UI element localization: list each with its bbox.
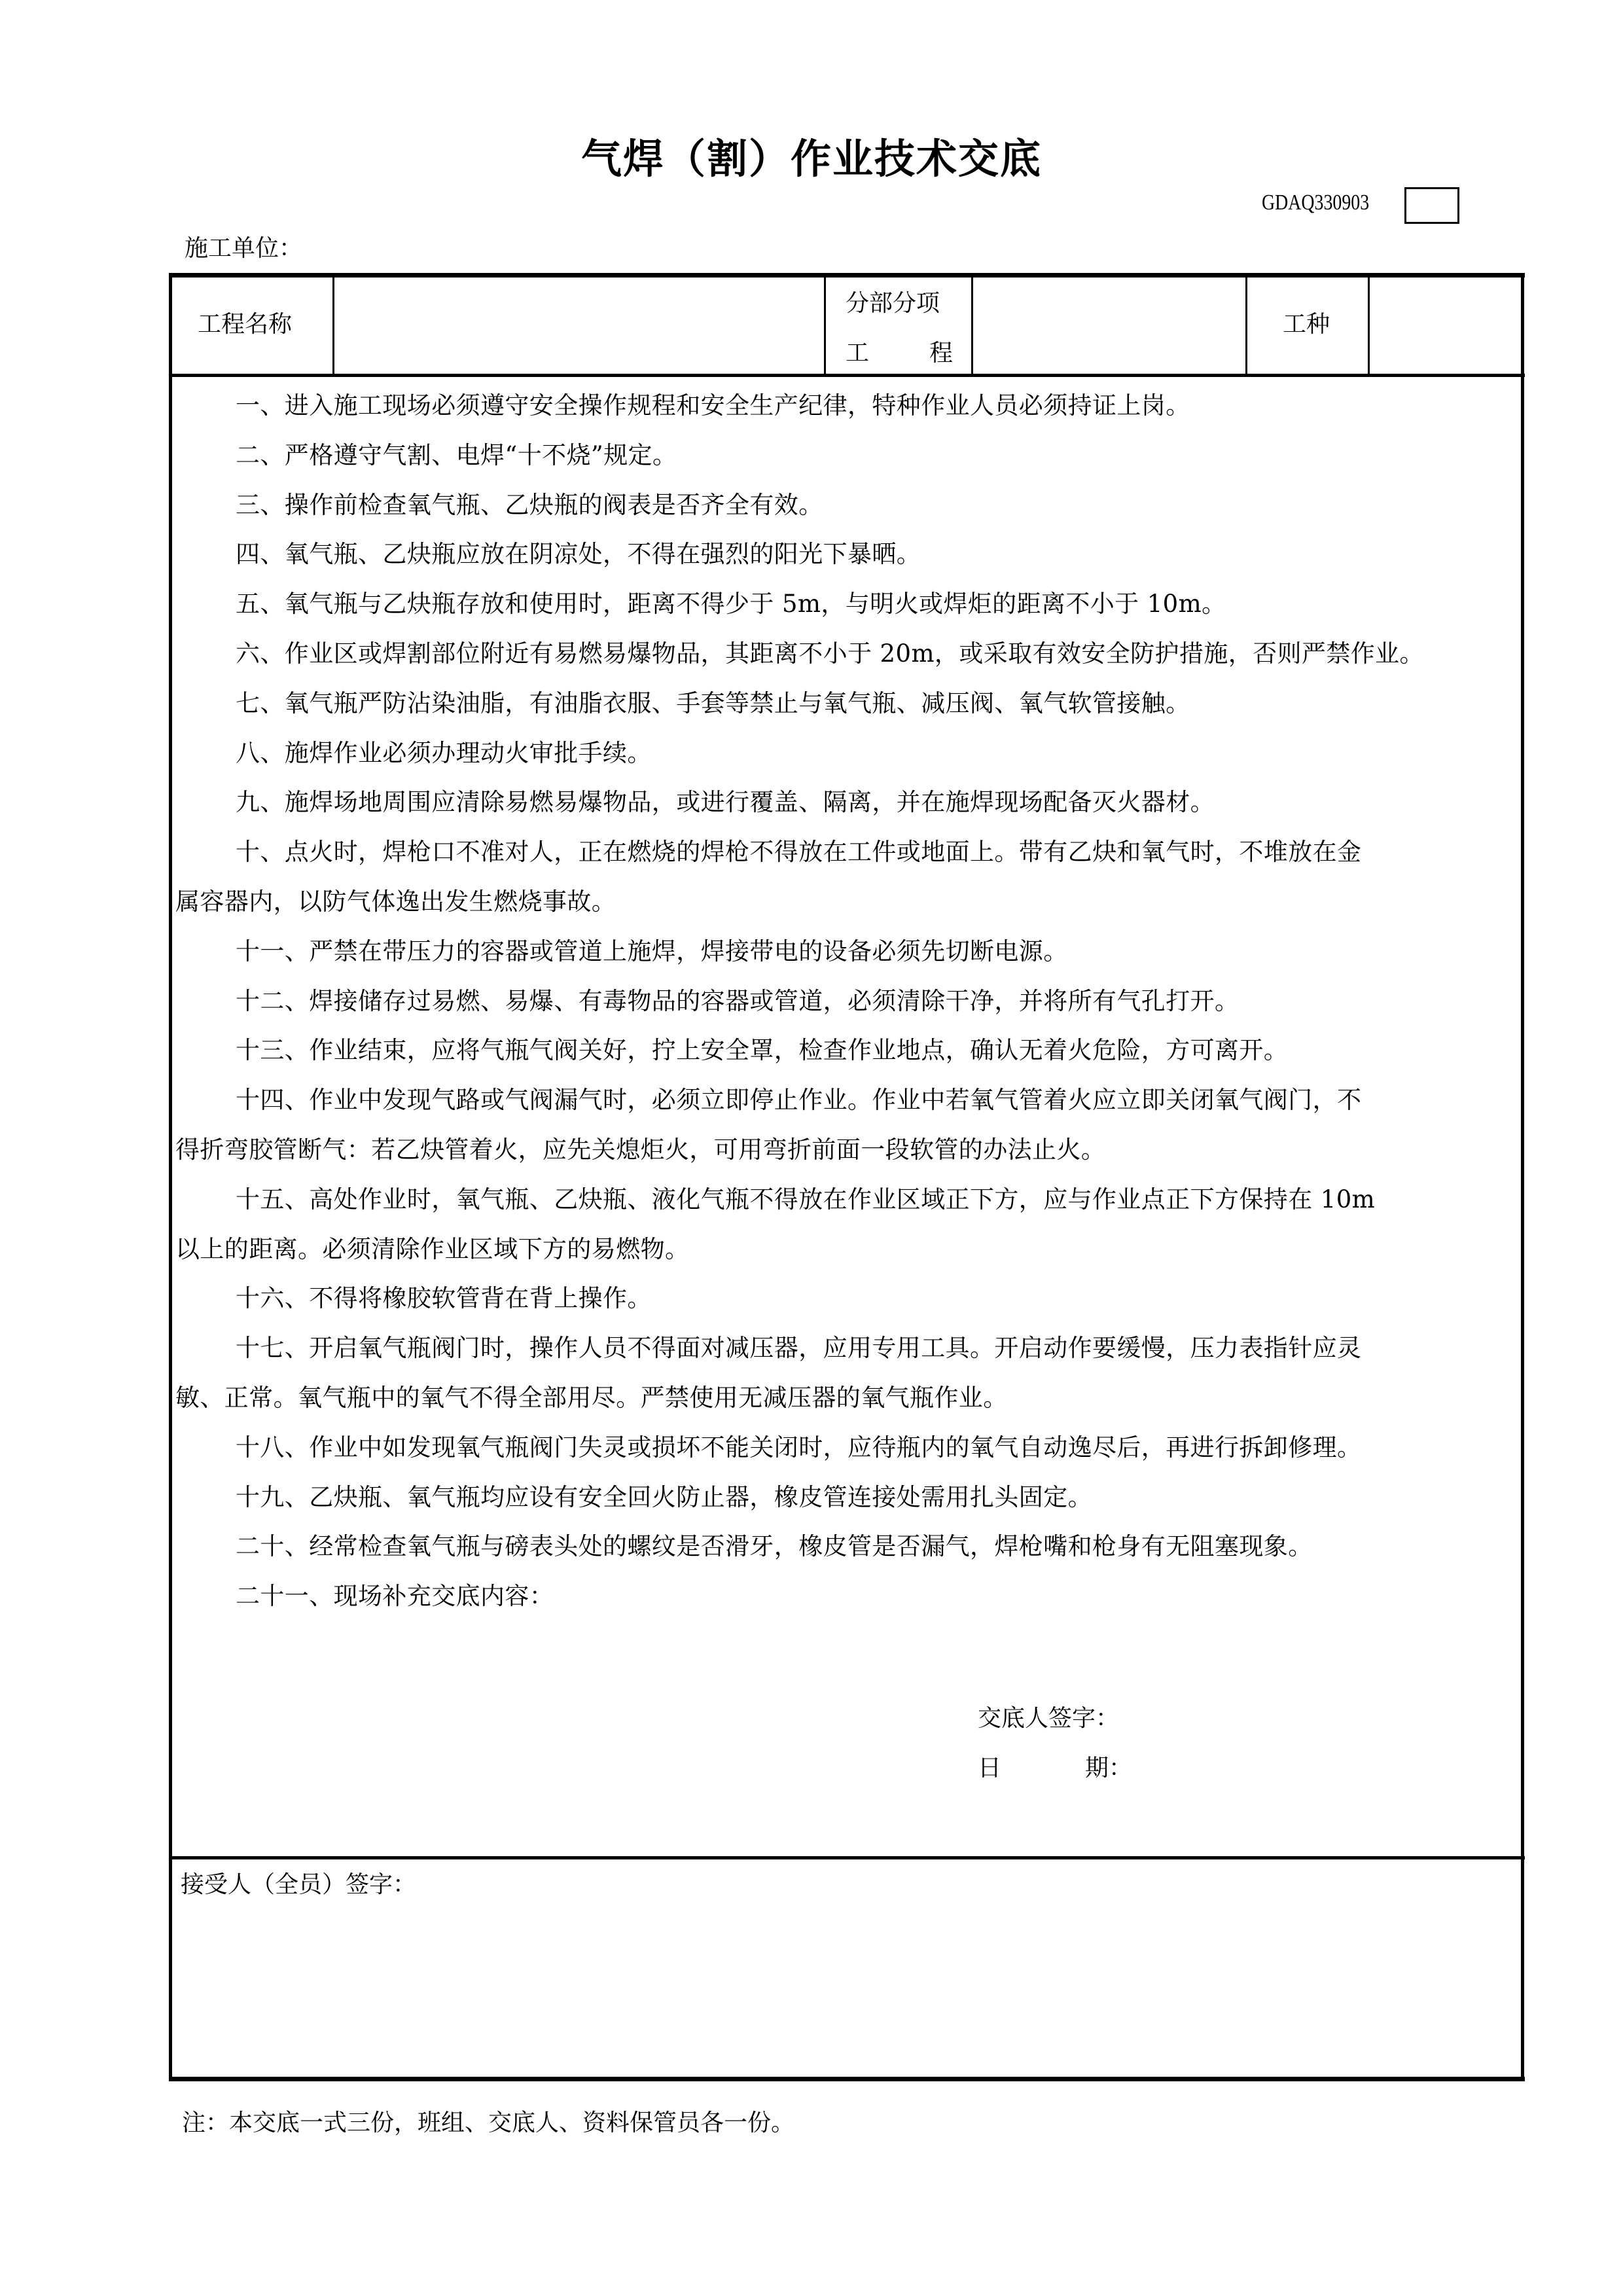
form-code-suffix-box[interactable] bbox=[1404, 187, 1459, 224]
project-name-field[interactable] bbox=[335, 278, 823, 373]
receiver-signature-field[interactable] bbox=[177, 1905, 1518, 2072]
disclosure-item-continuation: 属容器内，以防气体逸出发生燃烧事故。 bbox=[175, 888, 616, 916]
disclosure-item-text: 十八、作业中如发现氧气瓶阀门失灵或损坏不能关闭时，应待瓶内的氧气自动逸尽后，再进行拆卸修理。 bbox=[236, 1433, 1362, 1462]
disclosure-item-text: 二、严格遵守气割、电焊“十不烧”规定。 bbox=[236, 440, 677, 469]
disclosure-item-text: 六、作业区或焊割部位附近有易燃易爆物品，其距离不小于 20m，或采取有效安全防护措施，否则严禁作业。 bbox=[236, 639, 1424, 668]
disclosure-item-text: 十一、严禁在带压力的容器或管道上施焊，焊接带电的设备必须先切断电源。 bbox=[236, 937, 1068, 965]
receiver-signature-label: 接受人（全员）签字： bbox=[181, 1871, 417, 1898]
disclosure-item-continuation: 得折弯胶管断气：若乙炔管着火，应先关熄炬火，可用弯折前面一段软管的办法止火。 bbox=[175, 1136, 1106, 1164]
disclosure-item-continuation: 敏、正常。氧气瓶中的氧气不得全部用尽。严禁使用无减压器的氧气瓶作业。 bbox=[175, 1384, 1008, 1412]
disclosure-item-text: 十、点火时，焊枪口不准对人，正在燃烧的焊枪不得放在工件或地面上。带有乙炔和氧气时，不堆放在金 bbox=[236, 838, 1362, 867]
header-col-divider-3 bbox=[971, 275, 973, 375]
project-name-label: 工程名称 bbox=[198, 311, 293, 338]
construction-unit-label: 施工单位： bbox=[185, 235, 303, 262]
subproject-label-line2b: 程 bbox=[929, 340, 954, 367]
discloser-signature-field[interactable] bbox=[1126, 1704, 1492, 1733]
trade-field[interactable] bbox=[1370, 278, 1520, 373]
subproject-field[interactable] bbox=[974, 278, 1245, 373]
date-field[interactable] bbox=[1126, 1754, 1492, 1783]
disclosure-item-text: 三、操作前检查氧气瓶、乙炔瓶的阀表是否齐全有效。 bbox=[236, 490, 823, 519]
header-row-divider bbox=[169, 374, 1525, 377]
disclosure-item-text: 十七、开启氧气瓶阀门时，操作人员不得面对减压器，应用专用工具。开启动作要缓慢，压力表指针应灵 bbox=[236, 1334, 1362, 1363]
subproject-label-line2a: 工 bbox=[846, 340, 870, 367]
disclosure-item-continuation: 以上的距离。必须清除作业区域下方的易燃物。 bbox=[175, 1234, 690, 1263]
disclosure-item-text: 十三、作业结束，应将气瓶气阀关好，拧上安全罩，检查作业地点，确认无着火危险，方可离开。 bbox=[236, 1036, 1289, 1065]
table-border-bottom bbox=[169, 2077, 1525, 2081]
footer-note: 注：本交底一式三份，班组、交底人、资料保管员各一份。 bbox=[182, 2109, 795, 2136]
table-border-right bbox=[1521, 273, 1524, 2081]
date-label-part1: 日 bbox=[978, 1755, 1002, 1782]
document-title: 气焊（割）作业技术交底 bbox=[580, 135, 1042, 183]
disclosure-item-text: 十四、作业中发现气路或气阀漏气时，必须立即停止作业。作业中若氧气管着火应立即关闭氧气阀门，不 bbox=[236, 1086, 1362, 1115]
disclosure-item-text: 一、进入施工现场必须遵守安全操作规程和安全生产纪律，特种作业人员必须持证上岗。 bbox=[236, 391, 1190, 420]
disclosure-item-text: 二十一、现场补充交底内容： bbox=[236, 1582, 554, 1611]
form-code: GDAQ330903 bbox=[1262, 190, 1370, 215]
disclosure-item-text: 九、施焊场地周围应清除易燃易爆物品，或进行覆盖、隔离，并在施焊现场配备灭火器材。 bbox=[236, 788, 1215, 817]
header-col-divider-5 bbox=[1368, 275, 1370, 375]
disclosure-item-text: 十六、不得将橡胶软管背在背上操作。 bbox=[236, 1284, 652, 1313]
trade-label: 工种 bbox=[1283, 311, 1330, 338]
subproject-label-line1: 分部分项 bbox=[846, 290, 940, 317]
date-label-part2: 期： bbox=[1085, 1755, 1133, 1782]
disclosure-item-text: 五、氧气瓶与乙炔瓶存放和使用时，距离不得少于 5m，与明火或焊炬的距离不小于 10m。 bbox=[236, 590, 1226, 619]
disclosure-item-text: 四、氧气瓶、乙炔瓶应放在阴凉处，不得在强烈的阳光下暴晒。 bbox=[236, 540, 921, 569]
disclosure-item-text: 十五、高处作业时，氧气瓶、乙炔瓶、液化气瓶不得放在作业区域正下方，应与作业点正下方保持在 10m bbox=[236, 1185, 1376, 1213]
disclosure-item-text: 八、施焊作业必须办理动火审批手续。 bbox=[236, 738, 652, 767]
header-col-divider-1 bbox=[332, 275, 334, 375]
table-border-top bbox=[169, 273, 1525, 278]
disclosure-item-text: 十二、焊接储存过易燃、易爆、有毒物品的容器或管道，必须清除干净，并将所有气孔打开。 bbox=[236, 986, 1240, 1015]
disclosure-item-text: 二十、经常检查氧气瓶与磅表头处的螺纹是否滑牙，橡皮管是否漏气，焊枪嘴和枪身有无阻塞现象。 bbox=[236, 1532, 1313, 1561]
disclosure-item-text: 七、氧气瓶严防沾染油脂，有油脂衣服、手套等禁止与氧气瓶、减压阀、氧气软管接触。 bbox=[236, 689, 1190, 717]
header-col-divider-4 bbox=[1245, 275, 1247, 375]
discloser-signature-label: 交底人签字： bbox=[978, 1705, 1120, 1732]
receiver-section-divider bbox=[169, 1856, 1525, 1859]
table-border-left bbox=[169, 273, 172, 2081]
header-col-divider-2 bbox=[824, 275, 826, 375]
disclosure-item-text: 十九、乙炔瓶、氧气瓶均应设有安全回火防止器，橡皮管连接处需用扎头固定。 bbox=[236, 1482, 1092, 1511]
